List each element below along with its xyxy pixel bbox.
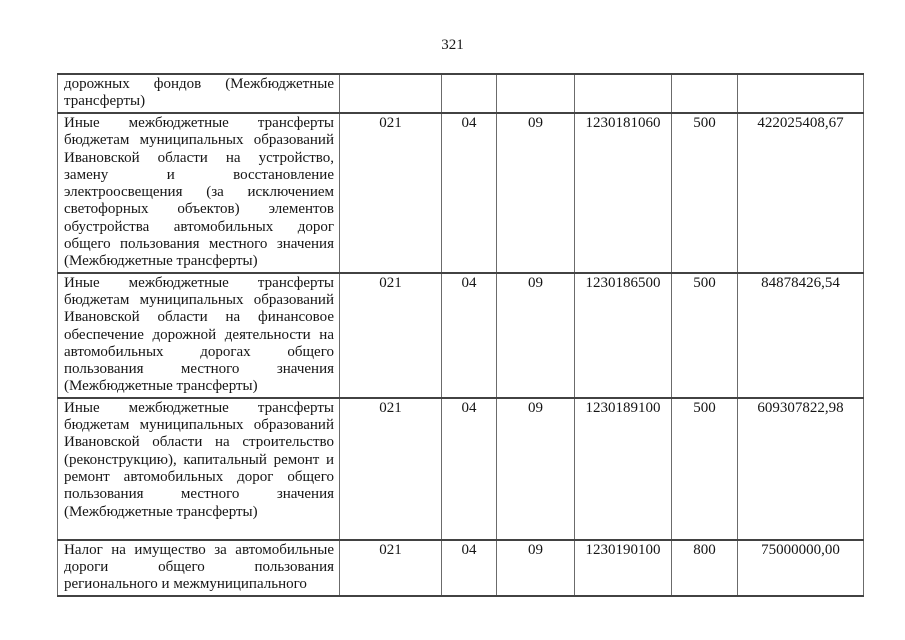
description-cell: Иные межбюджетные трансферты бюджетам муниципальных образований Ивановской области на строительство (реконструкцию), капитальный ремонт и ремонт автомобильных дорог общего пользования местного значения (Межбюджетные трансферты) bbox=[58, 398, 340, 540]
target-article-code-cell: 1230190100 bbox=[575, 540, 672, 596]
amount-cell: 422025408,67 bbox=[738, 113, 864, 273]
section-code-cell: 04 bbox=[442, 398, 497, 540]
expense-type-code-cell: 500 bbox=[672, 113, 738, 273]
section-code-cell: 04 bbox=[442, 113, 497, 273]
table-row bbox=[58, 74, 864, 113]
table-row bbox=[58, 398, 864, 540]
amount-cell bbox=[738, 74, 864, 113]
subsection-code-cell: 09 bbox=[497, 540, 575, 596]
amount-cell: 84878426,54 bbox=[738, 273, 864, 398]
section-code-cell: 04 bbox=[442, 273, 497, 398]
subsection-code-cell: 09 bbox=[497, 273, 575, 398]
subsection-code-cell bbox=[497, 74, 575, 113]
grbs-code-cell: 021 bbox=[340, 113, 442, 273]
description-cell: дорожных фондов (Межбюджетные трансферты) bbox=[58, 74, 340, 113]
expense-type-code-cell: 500 bbox=[672, 273, 738, 398]
grbs-code-cell: 021 bbox=[340, 540, 442, 596]
grbs-code-cell bbox=[340, 74, 442, 113]
expense-type-code-cell: 800 bbox=[672, 540, 738, 596]
grbs-code-cell: 021 bbox=[340, 273, 442, 398]
description-cell: Иные межбюджетные трансферты бюджетам муниципальных образований Ивановской области на финансовое обеспечение дорожной деятельности на автомобильных дорогах общего пользования местного значения (Межбюджетные трансферты) bbox=[58, 273, 340, 398]
table-row bbox=[58, 273, 864, 398]
target-article-code-cell: 1230186500 bbox=[575, 273, 672, 398]
budget-table bbox=[57, 73, 864, 597]
grbs-code-cell: 021 bbox=[340, 398, 442, 540]
section-code-cell bbox=[442, 74, 497, 113]
subsection-code-cell: 09 bbox=[497, 398, 575, 540]
table-row bbox=[58, 540, 864, 596]
page-number: 321 bbox=[441, 37, 464, 53]
amount-cell: 75000000,00 bbox=[738, 540, 864, 596]
target-article-code-cell: 1230189100 bbox=[575, 398, 672, 540]
target-article-code-cell bbox=[575, 74, 672, 113]
target-article-code-cell: 1230181060 bbox=[575, 113, 672, 273]
table-row bbox=[58, 113, 864, 273]
section-code-cell: 04 bbox=[442, 540, 497, 596]
expense-type-code-cell bbox=[672, 74, 738, 113]
expense-type-code-cell: 500 bbox=[672, 398, 738, 540]
subsection-code-cell: 09 bbox=[497, 113, 575, 273]
description-cell: Налог на имущество за автомобильные дороги общего пользования регионального и межмуниципального bbox=[58, 540, 340, 596]
amount-cell: 609307822,98 bbox=[738, 398, 864, 540]
budget-table-body bbox=[58, 74, 864, 596]
description-cell: Иные межбюджетные трансферты бюджетам муниципальных образований Ивановской области на устройство, замену и восстановление электроосвещения (за исключением светофорных объектов) элементов обустройства автомобильных дорог общего пользования местного значения (Межбюджетные трансферты) bbox=[58, 113, 340, 273]
